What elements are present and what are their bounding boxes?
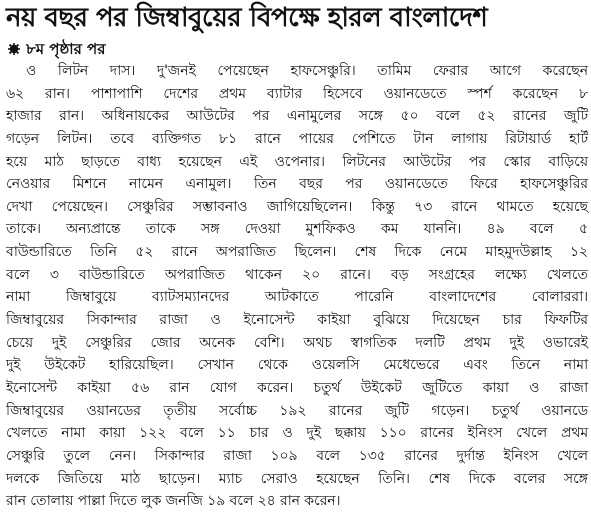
article-body xyxy=(6,60,588,513)
body-line: বলে ৩ বাউন্ডারিতে অপরাজিত থাকেন ২০ রানে। বড় সংগ্রহের লক্ষ্যে খেলতে xyxy=(6,266,588,283)
body-line: দলকে জিতিয়ে মাঠ ছাড়েন। ম্যাচ সেরাও হয়েছেন তিনি। শেষ দিকে বলের সঙ্গে xyxy=(6,470,588,487)
body-line: সেঞ্চুরি তুলে নেন। সিকান্দার রাজা ১০৯ বলে ১৩৫ রানের দুর্দান্ত ইনিংস খেলে xyxy=(6,447,588,464)
gear-bullet-icon xyxy=(8,43,20,55)
body-line: দুই উইকেট হারিয়েছিল। সেখান থেকে ওয়েলসি মেধেভেরে এবং তিনে নামা xyxy=(6,357,588,374)
body-line: নেওয়ার মিশনে নামেন এনামুল। তিন বছর পর ওয়ানডেতে ফিরে হাফসেঞ্চুরির xyxy=(6,176,588,193)
body-line: জিম্বাবুয়ের সিকান্দার রাজা ও ইনোসেন্ট কাইয়া বুঝিয়ে দিয়েছেন চার ফিফটির xyxy=(6,312,588,329)
body-line: নামা জিম্বাবুয়ে ব্যাটসম্যানদের আটকাতে পারেনি বাংলাদেশের বোলাররা। xyxy=(6,289,588,306)
body-line: ইনোসেন্ট কাইয়া ৫৬ রান যোগ করেন। চতুর্থ উইকেট জুটিতে কায়া ও রাজা xyxy=(6,379,588,396)
body-line: তাকে। অন্যপ্রান্তে তাকে সঙ্গ দেওয়া মুশফিকও কম যাননি। ৪৯ বলে ৫ xyxy=(6,221,588,238)
continuation-note xyxy=(8,38,106,60)
body-line: হয়ে মাঠ ছাড়তে বাধ্য হয়েছেন এই ওপেনার। লিটনের আউটের পর স্কোর বাড়িয়ে xyxy=(6,153,588,170)
body-line: খেলতে নামা কায়া ১২২ বলে ১১ চার ও দুই ছক্কায় ১১০ রানের ইনিংস খেলে প্রথম xyxy=(6,425,588,442)
body-line: জিম্বাবুয়ের ওয়ানডের তৃতীয় সর্বোচ্চ ১৯২ রানের জুটি গড়েন। চতুর্থ ওয়ানডে xyxy=(6,402,588,419)
body-line: ৬২ রান। পাশাপাশি দেশের প্রথম ব্যাটার হিসেবে ওয়ানডেতে স্পর্শ করেছেন ৮ xyxy=(6,85,588,102)
body-line: দেখা পেয়েছেন। সেঞ্চুরির সম্ভাবনাও জাগিয়েছিলেন। কিন্তু ৭৩ রানে থামতে হয়েছে xyxy=(6,198,588,215)
article-headline: নয় বছর পর জিম্বাবুয়ের বিপক্ষে হারল বাংলাদেশ xyxy=(6,3,488,33)
body-line: হাজার রান। অধিনায়কের আউটের পর এনামুলের সঙ্গে ৫০ বলে ৫২ রানের জুটি xyxy=(6,108,588,125)
body-line: ও লিটন দাস। দু'জনই পেয়েছেন হাফসেঞ্চুরি। তামিম ফেরার আগে করেছেন xyxy=(26,63,588,79)
body-line: রান তোলায় পাল্লা দিতে লুক জনজি ১৯ বলে ২৪ রান করেন। xyxy=(6,493,341,510)
continuation-label: ৮ম পৃষ্ঠার পর xyxy=(26,40,106,58)
body-line: বাউন্ডারিতে তিনি ৫২ রানে অপরাজিত ছিলেন। শেষ দিকে নেমে মাহমুদউল্লাহ ১২ xyxy=(6,244,588,261)
body-line: চেয়ে দুই সেঞ্চুরির জোর অনেক বেশি। অথচ স্বাগতিক দলটি প্রথম দুই ওভারেই xyxy=(6,334,588,351)
body-line: গড়েন লিটন। তবে ব্যক্তিগত ৮১ রানে পায়ের পেশিতে টান লাগায় রিটায়ার্ড হার্ট xyxy=(6,130,588,147)
